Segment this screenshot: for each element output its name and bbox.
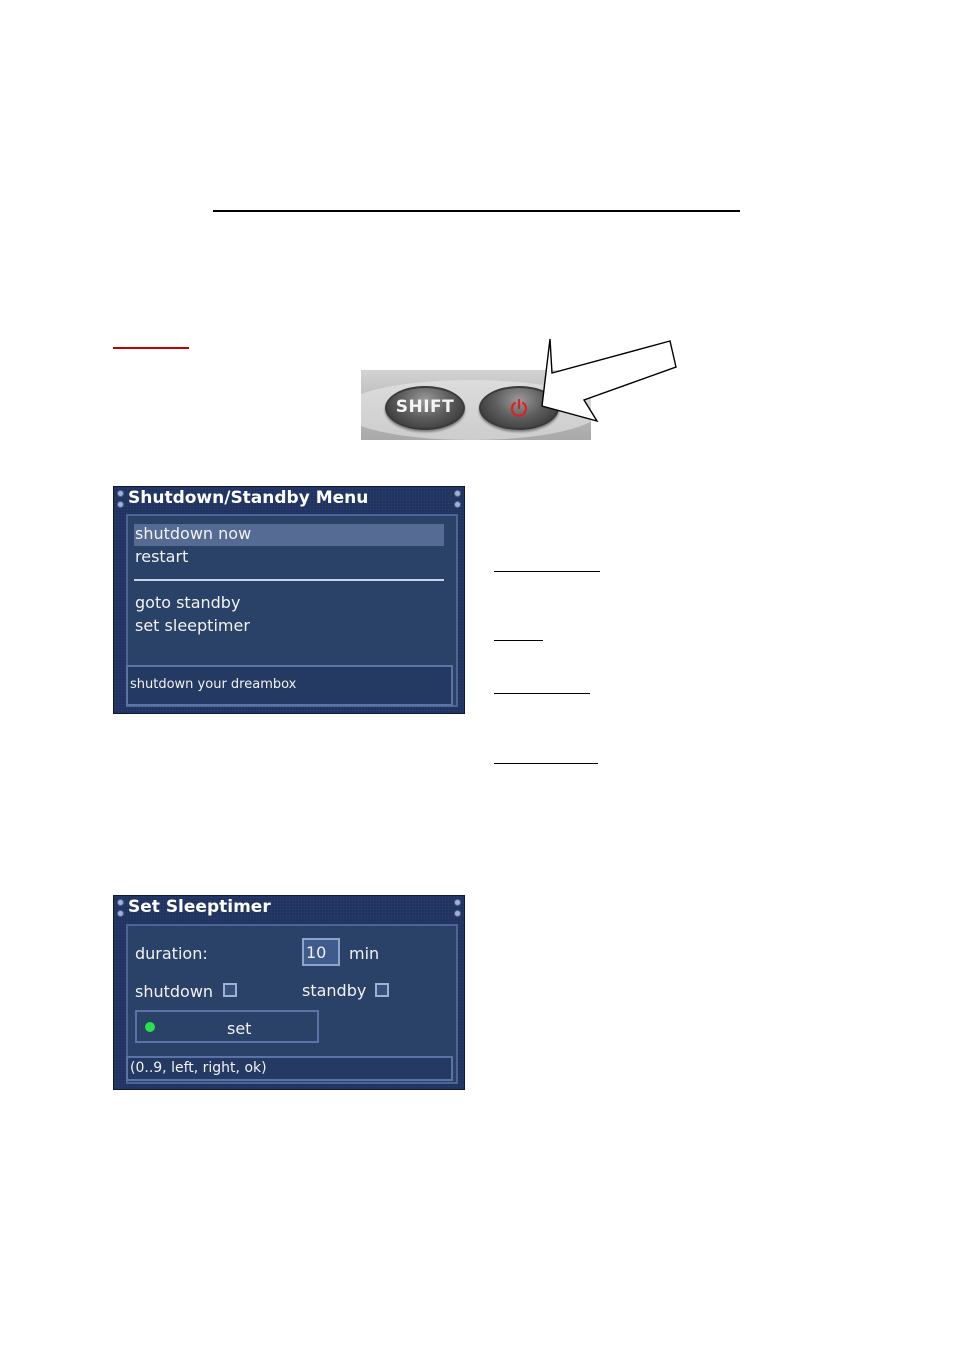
status-text: (0..9, left, right, ok) — [130, 1060, 267, 1076]
set-button[interactable] — [135, 1010, 319, 1043]
shift-label: SHIFT — [395, 397, 455, 417]
duration-unit: min — [349, 944, 380, 963]
standby-label: standby — [302, 981, 367, 1000]
power-icon — [509, 398, 529, 418]
window-title: Shutdown/Standby Menu — [128, 488, 369, 508]
screw-icon — [117, 490, 124, 497]
set-label: set — [227, 1019, 252, 1038]
shift-button — [385, 386, 465, 430]
shutdown-label: shutdown — [135, 982, 214, 1001]
menu-item-restart[interactable]: restart — [135, 547, 189, 566]
menu-item-goto-standby[interactable]: goto standby — [135, 593, 241, 612]
status-text: shutdown your dreambox — [130, 677, 297, 692]
screw-icon — [117, 899, 124, 906]
standby-checkbox[interactable] — [375, 983, 389, 997]
screw-icon — [117, 501, 124, 508]
text-underline — [494, 571, 600, 572]
window-title: Set Sleeptimer — [128, 897, 271, 917]
text-underline — [494, 763, 598, 764]
pointer-arrow — [540, 335, 680, 425]
screw-icon — [454, 910, 461, 917]
set-sleeptimer-window — [113, 895, 465, 1090]
screw-icon — [454, 490, 461, 497]
shutdown-checkbox[interactable] — [223, 983, 237, 997]
green-dot-icon — [145, 1022, 155, 1032]
status-bar — [126, 665, 453, 706]
duration-label: duration: — [135, 944, 208, 963]
screw-icon — [454, 899, 461, 906]
menu-item-set-sleeptimer[interactable]: set sleeptimer — [135, 616, 250, 635]
heading-underline — [213, 210, 740, 212]
text-underline — [494, 640, 543, 641]
duration-value: 10 — [306, 943, 327, 962]
menu-item-shutdown-now[interactable]: shutdown now — [135, 524, 252, 543]
shutdown-standby-window — [113, 486, 465, 714]
text-underline — [494, 693, 590, 694]
duration-input[interactable] — [302, 938, 340, 966]
menu-separator — [134, 579, 444, 581]
screw-icon — [117, 910, 124, 917]
status-bar — [126, 1056, 453, 1081]
screw-icon — [454, 501, 461, 508]
red-underline — [113, 347, 189, 349]
